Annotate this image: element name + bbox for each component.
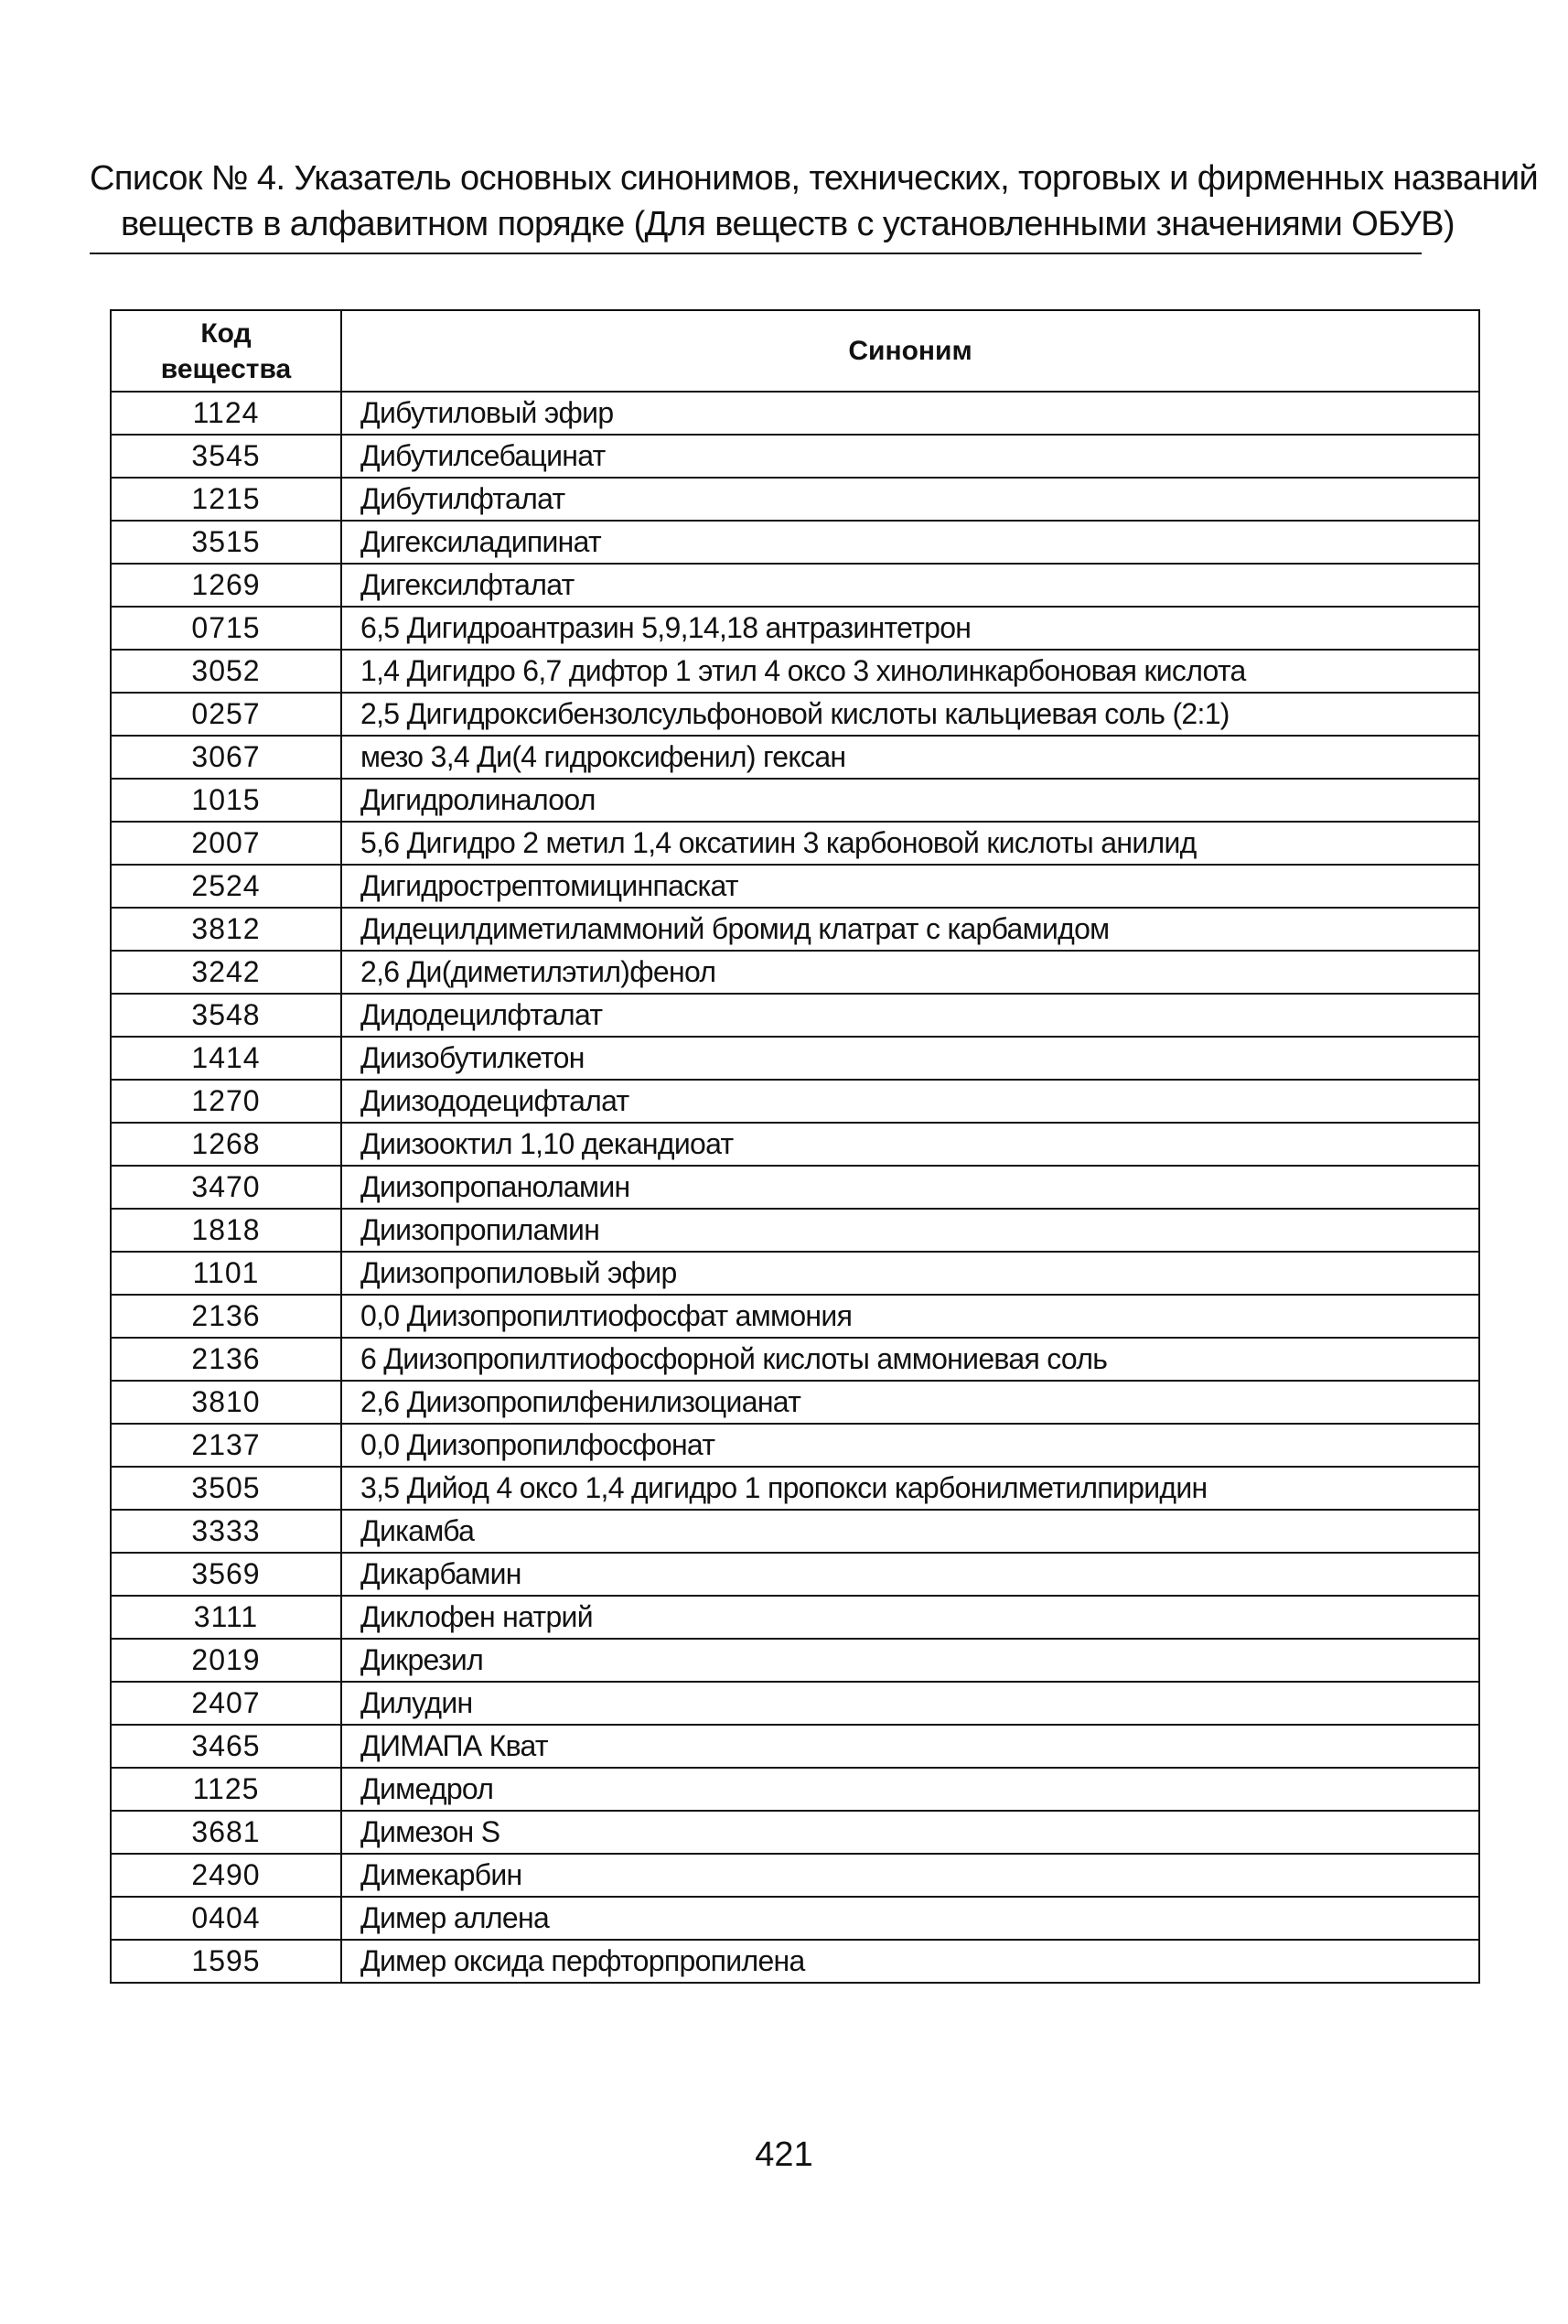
- table-row: [111, 1553, 1479, 1596]
- header-synonym: Синоним: [341, 310, 1479, 392]
- substance-code: 2490: [111, 1854, 341, 1897]
- substance-synonym: ДИМАПА Кват: [341, 1725, 1479, 1768]
- table-row: [111, 1854, 1479, 1897]
- table-row: [111, 1166, 1479, 1209]
- substance-code: 3242: [111, 951, 341, 994]
- table-row: [111, 392, 1479, 435]
- table-row: [111, 607, 1479, 650]
- substance-code: 1124: [111, 392, 341, 435]
- header-code: [111, 310, 341, 392]
- table-row: [111, 1940, 1479, 1983]
- table-row: [111, 1467, 1479, 1510]
- table-row: [111, 1080, 1479, 1123]
- substance-code: 1818: [111, 1209, 341, 1252]
- table-row: [111, 1811, 1479, 1854]
- substance-code: 3810: [111, 1381, 341, 1424]
- header-code-line-2: вещества: [160, 353, 292, 384]
- page-title-line-1: Список № 4. Указатель основных синонимов, технических, торговых и фирменных названий: [90, 159, 1539, 198]
- substance-code: 1269: [111, 564, 341, 607]
- substance-synonym: Димезон S: [341, 1811, 1479, 1854]
- substance-code: 1414: [111, 1037, 341, 1080]
- substance-code: 3681: [111, 1811, 341, 1854]
- substance-code: 3569: [111, 1553, 341, 1596]
- substance-code: 0404: [111, 1897, 341, 1940]
- substance-synonym: 0,0 Диизопропилтиофосфат аммония: [341, 1295, 1479, 1338]
- table-row: [111, 521, 1479, 564]
- substance-code: 2136: [111, 1295, 341, 1338]
- substance-synonym: 6 Диизопропилтиофосфорной кислоты аммониевая соль: [341, 1338, 1479, 1381]
- substance-synonym: Дидецилдиметиламмоний бромид клатрат с карбамидом: [341, 908, 1479, 951]
- synonyms-table: [110, 309, 1480, 1984]
- substance-synonym: 2,5 Дигидроксибензолсульфоновой кислоты кальциевая соль (2:1): [341, 693, 1479, 736]
- table-row: [111, 1037, 1479, 1080]
- substance-code: 3052: [111, 650, 341, 693]
- substance-synonym: Дибутилфталат: [341, 478, 1479, 521]
- substance-synonym: 2,6 Ди(диметилэтил)фенол: [341, 951, 1479, 994]
- substance-synonym: Димер оксида перфторпропилена: [341, 1940, 1479, 1983]
- table-row: [111, 822, 1479, 865]
- substance-synonym: Дигексилфталат: [341, 564, 1479, 607]
- substance-synonym: 3,5 Дийод 4 оксо 1,4 дигидро 1 пропокси карбонилметилпиридин: [341, 1467, 1479, 1510]
- substance-synonym: Диизопропаноламин: [341, 1166, 1479, 1209]
- header-code-line-1: Код: [200, 317, 252, 349]
- substance-synonym: Диизооктил 1,10 декандиоат: [341, 1123, 1479, 1166]
- table-header-row: [111, 310, 1479, 392]
- substance-code: 3545: [111, 435, 341, 478]
- table-row: [111, 1596, 1479, 1639]
- table-row: [111, 1123, 1479, 1166]
- table-row: [111, 1725, 1479, 1768]
- substance-synonym: мезо 3,4 Ди(4 гидроксифенил) гексан: [341, 736, 1479, 779]
- table-row: [111, 951, 1479, 994]
- substance-synonym: Дигидрострептомицинпаскат: [341, 865, 1479, 908]
- substance-code: 1015: [111, 779, 341, 822]
- table-row: [111, 693, 1479, 736]
- substance-synonym: Дикарбамин: [341, 1553, 1479, 1596]
- substance-synonym: 6,5 Дигидроантразин 5,9,14,18 антразинтетрон: [341, 607, 1479, 650]
- substance-code: 2007: [111, 822, 341, 865]
- substance-synonym: Диизопропиловый эфир: [341, 1252, 1479, 1295]
- substance-code: 3067: [111, 736, 341, 779]
- substance-code: 1125: [111, 1768, 341, 1811]
- table-row: [111, 1682, 1479, 1725]
- substance-code: 2137: [111, 1424, 341, 1467]
- table-row: [111, 779, 1479, 822]
- substance-synonym: Диизододецифталат: [341, 1080, 1479, 1123]
- substance-synonym: Дибутилсебацинат: [341, 435, 1479, 478]
- page-title: [90, 156, 1539, 247]
- table-row: [111, 564, 1479, 607]
- page-title-line-2: веществ в алфавитном порядке (Для веществ с установленными значениями ОБУВ): [121, 205, 1455, 243]
- substance-code: 2524: [111, 865, 341, 908]
- substance-synonym: 2,6 Диизопропилфенилизоцианат: [341, 1381, 1479, 1424]
- substance-synonym: Дигексиладипинат: [341, 521, 1479, 564]
- substance-code: 3465: [111, 1725, 341, 1768]
- table-row: [111, 1768, 1479, 1811]
- substance-code: 1595: [111, 1940, 341, 1983]
- substance-synonym: Дибутиловый эфир: [341, 392, 1479, 435]
- table-row: [111, 1897, 1479, 1940]
- substance-code: 1268: [111, 1123, 341, 1166]
- substance-synonym: Диклофен натрий: [341, 1596, 1479, 1639]
- substance-synonym: 0,0 Диизопропилфосфонат: [341, 1424, 1479, 1467]
- substance-synonym: Дидодецилфталат: [341, 994, 1479, 1037]
- table-row: [111, 1424, 1479, 1467]
- substance-synonym: Димедрол: [341, 1768, 1479, 1811]
- substance-code: 0715: [111, 607, 341, 650]
- table-row: [111, 1338, 1479, 1381]
- substance-synonym: Дилудин: [341, 1682, 1479, 1725]
- substance-synonym: Дикамба: [341, 1510, 1479, 1553]
- substance-synonym: Дигидролиналоол: [341, 779, 1479, 822]
- substance-synonym: Дикрезил: [341, 1639, 1479, 1682]
- table-body: [111, 392, 1479, 1983]
- table-row: [111, 908, 1479, 951]
- substance-code: 3812: [111, 908, 341, 951]
- table-row: [111, 478, 1479, 521]
- substance-code: 3548: [111, 994, 341, 1037]
- table-row: [111, 1295, 1479, 1338]
- table-row: [111, 1639, 1479, 1682]
- title-underline: [90, 253, 1422, 254]
- substance-code: 3505: [111, 1467, 341, 1510]
- table-row: [111, 435, 1479, 478]
- substance-synonym: 5,6 Дигидро 2 метил 1,4 оксатиин 3 карбоновой кислоты анилид: [341, 822, 1479, 865]
- substance-code: 1101: [111, 1252, 341, 1295]
- substance-code: 3333: [111, 1510, 341, 1553]
- substance-synonym: Димекарбин: [341, 1854, 1479, 1897]
- substance-synonym: Диизобутилкетон: [341, 1037, 1479, 1080]
- substance-synonym: 1,4 Дигидро 6,7 дифтор 1 этил 4 оксо 3 хинолинкарбоновая кислота: [341, 650, 1479, 693]
- table-row: [111, 865, 1479, 908]
- table-row: [111, 1381, 1479, 1424]
- substance-code: 2019: [111, 1639, 341, 1682]
- table-row: [111, 994, 1479, 1037]
- substance-code: 3470: [111, 1166, 341, 1209]
- table-row: [111, 1510, 1479, 1553]
- table-row: [111, 1209, 1479, 1252]
- table-row: [111, 1252, 1479, 1295]
- table-row: [111, 650, 1479, 693]
- page-number: 421: [755, 2136, 813, 2174]
- substance-code: 3515: [111, 521, 341, 564]
- substance-code: 2407: [111, 1682, 341, 1725]
- substance-code: 2136: [111, 1338, 341, 1381]
- substance-synonym: Димер аллена: [341, 1897, 1479, 1940]
- table-row: [111, 736, 1479, 779]
- substance-code: 1270: [111, 1080, 341, 1123]
- substance-code: 0257: [111, 693, 341, 736]
- substance-synonym: Диизопропиламин: [341, 1209, 1479, 1252]
- substance-code: 3111: [111, 1596, 341, 1639]
- substance-code: 1215: [111, 478, 341, 521]
